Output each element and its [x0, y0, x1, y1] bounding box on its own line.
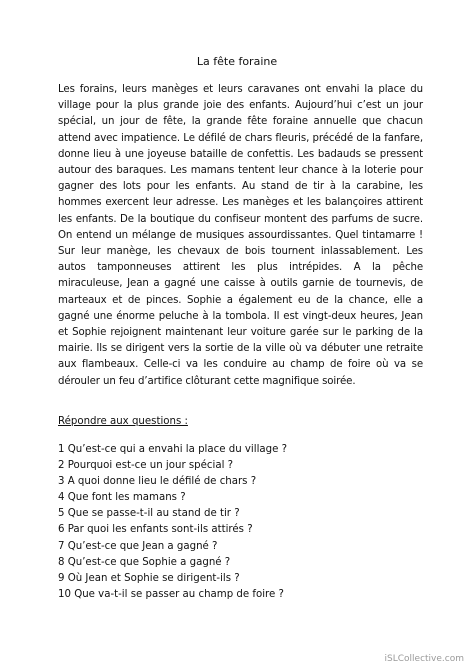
question-item: 10 Que va-t-il se passer au champ de foire ?: [58, 588, 284, 600]
question-item: 3 A quoi donne lieu le défilé de chars ?: [58, 476, 257, 488]
question-item: 7 Qu’est-ce que Jean a gagné ?: [58, 540, 218, 552]
question-item: 6 Par quoi les enfants sont-ils attirés ?: [58, 524, 253, 536]
page-title: La fête foraine: [196, 55, 278, 68]
questions-header: Répondre aux questions :: [58, 416, 188, 427]
question-item: 9 Où Jean et Sophie se dirigent-ils ?: [58, 572, 240, 584]
question-item: 1 Qu’est-ce qui a envahi la place du village ?: [58, 444, 288, 455]
question-item: 8 Qu’est-ce que Sophie a gagné ?: [58, 556, 231, 568]
watermark-text: iSLCollective.com: [384, 654, 464, 664]
question-item: 2 Pourquoi est-ce un jour spécial ?: [58, 460, 234, 472]
question-item: 5 Que se passe-t-il au stand de tir ?: [58, 508, 240, 520]
question-item: 4 Que font les mamans ?: [58, 492, 186, 504]
questions-list: [58, 442, 438, 603]
story-paragraph: Les forains, leurs manèges et leurs caravanes ont envahi la place du village pour la plus grande joie des enfants. Aujourd’hui c’est un jour spécial, un jour de fête, la grande fête foraine annuelle que chacun attend avec impatience. Le défilé de chars fleuris, précédé de la fanfare, donne lieu à une joyeuse bataille de confettis. Les badauds se pressent autour des baraques. Les mamans tentent leur chance à la loterie pour gagner des lots pour les enfants. Au stand de tir à la carabine, les hommes exercent leur adresse. Les manèges et les balançoires attirent les enfants. De la boutique du confiseur montent des parfums de sucre. On entend un mélange de musiques assourdissantes. Quel tintamarre ! Sur leur manège, les chevaux de bois tournent inlassablement. Les autos tamponneuses attirent les plus intrépides. A la pêche miraculeuse, Jean a gagné une caisse à outils garnie de tournevis, de marteaux et de pinces. Sophie a également eu de la chance, elle a gagné une énorme peluche à la tombola. Il est vingt-deux heures, Jean et Sophie rejoignent maintenant leur voiture garée sur le parking de la mairie. Ils se dirigent vers la sortie de la ville où va débuter une retraite aux flambeaux. Celle-ci va les conduire au champ de foire où va se dérouler un feu d’artifice clôturant cette magnifique soirée.: [58, 84, 423, 387]
